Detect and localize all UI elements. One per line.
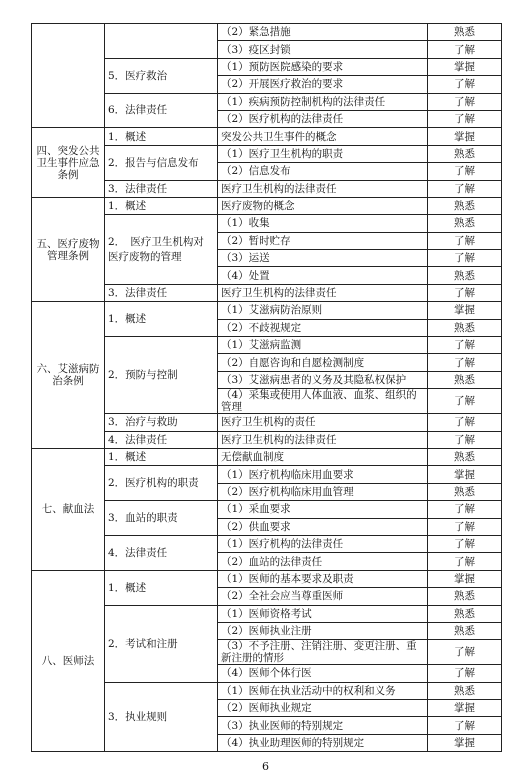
item-level: 了解	[428, 41, 502, 58]
subunit-name: 2．医疗机构的职责	[105, 466, 218, 501]
item-content: （1）医师资格考试	[218, 605, 428, 622]
item-content: （4）医师个体行医	[218, 665, 428, 682]
item-content: （4）执业助理医师的特别规定	[218, 734, 428, 751]
item-content: （3）疫区封锁	[218, 41, 428, 58]
subunit-name: 2．报告与信息发布	[105, 145, 218, 180]
item-content: （1）采血要求	[218, 501, 428, 518]
item-content: 医疗卫生机构的法律责任	[218, 284, 428, 301]
item-level: 了解	[428, 93, 502, 110]
item-level: 了解	[428, 431, 502, 448]
item-content: （4）采集或使用人体血液、血浆、组织的管理	[218, 389, 428, 414]
item-level: 了解	[428, 163, 502, 180]
subunit-name: 1．概述	[105, 448, 218, 465]
item-level: 掌握	[428, 570, 502, 587]
item-level: 熟悉	[428, 371, 502, 388]
subunit-name: 2．考试和注册	[105, 605, 218, 682]
item-level: 了解	[428, 284, 502, 301]
item-content: （1）医疗机构临床用血要求	[218, 466, 428, 483]
item-level: 熟悉	[428, 215, 502, 232]
item-content: （4）处置	[218, 267, 428, 284]
subunit-name: 3．血站的职责	[105, 501, 218, 536]
subunit-name: 2． 医疗卫生机构对医疗废物的管理	[105, 215, 218, 285]
unit-title: 五、医疗废物管理条例	[32, 197, 105, 301]
item-content: （1）艾滋病防治原则	[218, 302, 428, 319]
subunit-name: 3．治疗与救助	[105, 414, 218, 431]
item-content: （3）运送	[218, 250, 428, 267]
item-content: （2）血站的法律责任	[218, 553, 428, 570]
subunit-name: 1．概述	[105, 302, 218, 337]
item-level: 了解	[428, 389, 502, 414]
item-level: 了解	[428, 717, 502, 734]
item-level: 熟悉	[428, 682, 502, 699]
item-level: 熟悉	[428, 145, 502, 162]
item-level: 熟悉	[428, 622, 502, 639]
item-content: （2）医疗机构的法律责任	[218, 110, 428, 127]
item-level: 熟悉	[428, 24, 502, 41]
item-content: （3）执业医师的特别规定	[218, 717, 428, 734]
unit-cell-continued	[32, 24, 105, 128]
item-content: （2）供血要求	[218, 518, 428, 535]
item-level: 掌握	[428, 700, 502, 717]
unit-title: 七、献血法	[32, 448, 105, 570]
subunit-name: 6．法律责任	[105, 93, 218, 128]
item-content: （3）艾滋病患者的义务及其隐私权保护	[218, 371, 428, 388]
item-level: 了解	[428, 665, 502, 682]
item-content: （1）医师在执业活动中的权利和义务	[218, 682, 428, 699]
item-content: 医疗废物的概念	[218, 197, 428, 214]
item-content: （1）收集	[218, 215, 428, 232]
item-content: 医疗卫生机构的法律责任	[218, 180, 428, 197]
item-content: （1）医师的基本要求及职责	[218, 570, 428, 587]
item-content: 医疗卫生机构的责任	[218, 414, 428, 431]
item-level: 了解	[428, 640, 502, 665]
unit-title: 八、医师法	[32, 570, 105, 752]
table-row	[32, 24, 502, 41]
item-level: 了解	[428, 535, 502, 552]
item-level: 了解	[428, 354, 502, 371]
item-level: 熟悉	[428, 197, 502, 214]
item-content: （2）自愿咨询和自愿检测制度	[218, 354, 428, 371]
item-level: 熟悉	[428, 588, 502, 605]
item-content: 突发公共卫生事件的概念	[218, 128, 428, 145]
item-level: 了解	[428, 337, 502, 354]
table-row	[32, 570, 502, 587]
item-level: 熟悉	[428, 483, 502, 500]
table-row	[32, 197, 502, 214]
subunit-name: 4．法律责任	[105, 431, 218, 448]
subunit-name: 2．预防与控制	[105, 337, 218, 414]
item-content: （1）医疗卫生机构的职责	[218, 145, 428, 162]
item-content: （1）艾滋病监测	[218, 337, 428, 354]
item-content: 无偿献血制度	[218, 448, 428, 465]
item-content: （2）全社会应当尊重医师	[218, 588, 428, 605]
subunit-name: 4．法律责任	[105, 535, 218, 570]
item-level: 熟悉	[428, 319, 502, 336]
item-level: 了解	[428, 110, 502, 127]
item-level: 了解	[428, 518, 502, 535]
item-level: 熟悉	[428, 605, 502, 622]
item-level: 掌握	[428, 302, 502, 319]
item-level: 了解	[428, 250, 502, 267]
item-content: （2）医师执业规定	[218, 700, 428, 717]
item-content: （2）暂时贮存	[218, 232, 428, 249]
subunit-name: 3．法律责任	[105, 284, 218, 301]
item-level: 了解	[428, 76, 502, 93]
table-row	[32, 128, 502, 145]
subunit-name: 1．概述	[105, 197, 218, 214]
item-content: （2）不歧视规定	[218, 319, 428, 336]
item-level: 了解	[428, 501, 502, 518]
item-content: （1）预防医院感染的要求	[218, 58, 428, 75]
subunit-name: 3．法律责任	[105, 180, 218, 197]
item-level: 熟悉	[428, 448, 502, 465]
unit-title: 四、突发公共卫生事件应急条例	[32, 128, 105, 198]
item-content: （3）不予注册、注销注册、变更注册、重新注册的情形	[218, 640, 428, 665]
table-row	[32, 302, 502, 319]
item-content: （2）开展医疗救治的要求	[218, 76, 428, 93]
item-level: 掌握	[428, 128, 502, 145]
subunit-name: 1．概述	[105, 128, 218, 145]
unit-title: 六、艾滋病防治条例	[32, 302, 105, 449]
subunit-name: 1．概述	[105, 570, 218, 605]
item-level: 掌握	[428, 734, 502, 751]
table-row	[32, 448, 502, 465]
item-level: 了解	[428, 232, 502, 249]
item-content: （1）医疗机构的法律责任	[218, 535, 428, 552]
item-content: （2）紧急措施	[218, 24, 428, 41]
item-level: 了解	[428, 180, 502, 197]
item-content: （2）医师执业注册	[218, 622, 428, 639]
subunit-name: 3．执业规则	[105, 682, 218, 752]
item-level: 了解	[428, 553, 502, 570]
item-level: 熟悉	[428, 267, 502, 284]
item-content: （2）信息发布	[218, 163, 428, 180]
subunit-name: 5．医疗救治	[105, 58, 218, 93]
item-level: 了解	[428, 414, 502, 431]
item-level: 掌握	[428, 58, 502, 75]
page-number: 6	[262, 760, 269, 773]
item-content: （1）疾病预防控制机构的法律责任	[218, 93, 428, 110]
subunit-cell-continued	[105, 24, 218, 59]
item-content: 医疗卫生机构的法律责任	[218, 431, 428, 448]
syllabus-table	[31, 23, 502, 752]
item-content: （2）医疗机构临床用血管理	[218, 483, 428, 500]
item-level: 掌握	[428, 466, 502, 483]
